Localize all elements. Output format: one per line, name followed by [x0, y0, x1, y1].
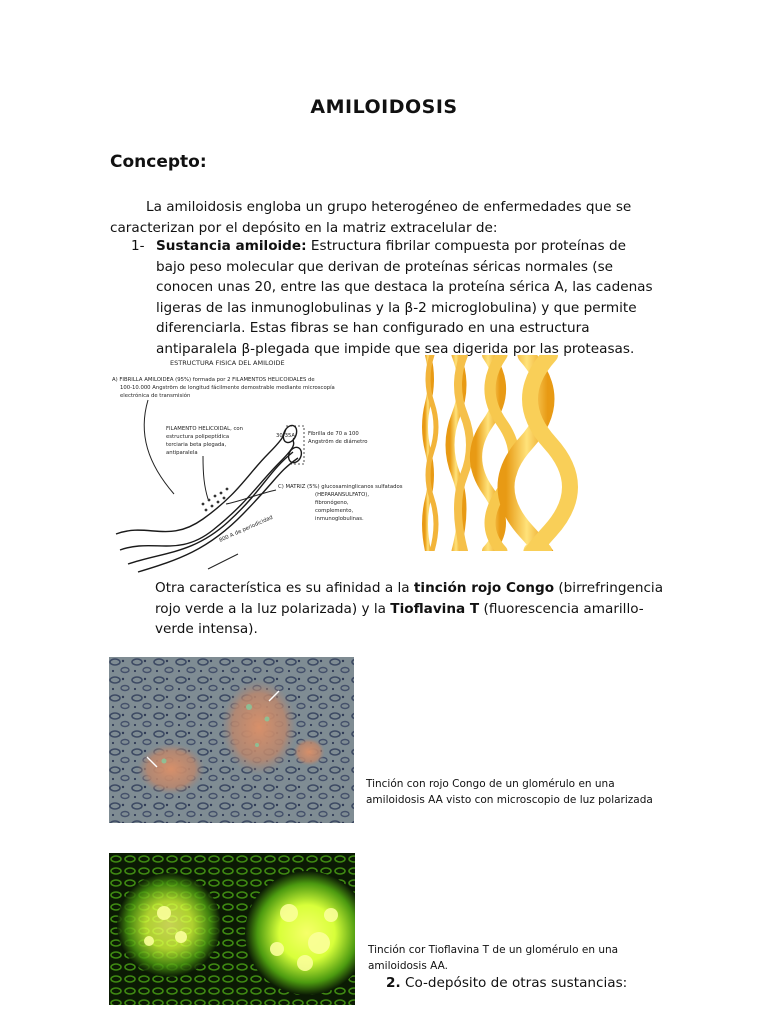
diagram-label-fil-4: antiparalela: [166, 450, 198, 456]
amyloid-structure-diagram: [108, 354, 423, 576]
list-number-2: 2.: [386, 975, 401, 991]
caption-thioflavin: [368, 942, 668, 974]
congo-red-micrograph: [109, 657, 354, 823]
intro-line-1: La amiloidosis engloba un grupo heterogéneo de enfermedades que se: [146, 199, 632, 215]
diagram-label-a-2: 100-10.000 Angström de longitud fácilmente demostrable mediante microscopía: [120, 385, 335, 391]
diagram-label-a-3: electrónica de transmisión: [120, 393, 191, 399]
diagram-label-c-3: fibronógeno,: [315, 500, 349, 506]
term-rojo-congo: tinción rojo Congo: [413, 580, 555, 596]
diagram-period-label: 800 A de periodicidad: [218, 514, 274, 544]
term-sustancia-amiloide: Sustancia amiloide:: [156, 238, 307, 254]
diagram-fibril-2: Angström de diámetro: [308, 439, 368, 445]
twisted-fibers-illustration: [422, 355, 642, 551]
diagram-fibril-1: Fibrilla de 70 a 100: [308, 431, 359, 437]
staining-text-3: (fluorescencia amarillo-verde intensa).: [155, 600, 644, 637]
fiber-2: [450, 355, 470, 551]
diagram-label-c-4: complemento,: [315, 508, 354, 514]
caption-1-line-2: amiloidosis AA visto con microscopio de luz polarizada: [366, 794, 653, 806]
list-number-1: 1-: [131, 238, 145, 254]
section-heading-concepto: Concepto:: [110, 152, 207, 172]
staining-paragraph: [110, 578, 670, 640]
diagram-width-label: 30-35A: [276, 433, 296, 439]
page-title: AMILOIDOSIS: [310, 96, 458, 118]
list-item-2: [386, 975, 627, 991]
staining-text-1: Otra característica es su afinidad a la: [155, 580, 414, 596]
list-item-1: [131, 236, 671, 359]
caption-2-line-2: amiloidosis AA.: [368, 960, 448, 972]
diagram-label-c-2: (HEPARANSULFATO),: [315, 492, 370, 498]
diagram-label-c-5: inmunoglobulinas.: [315, 516, 364, 522]
item-1-text: Estructura fibrilar compuesta por proteínas de bajo peso molecular que derivan de proteínas séricas normales (se conocen unas 20, entre las que destaca la proteína sérica A, las cadenas ligeras de las inmunoglobulinas y la β-2 microglobulina) y que permite diferenciarla. Estas fibras se han configurado en una estructura antiparalela β-plegada que impide que sea digerida por las proteasas.: [156, 238, 653, 357]
diagram-label-a-1: A) FIBRILLA AMILOIDEA (95%) formada por 2 FILAMENTOS HELICOIDALES de: [112, 377, 315, 383]
amyloid-deposit: [137, 743, 205, 795]
thioflavin-micrograph: [109, 853, 355, 1005]
fiber-1: [425, 355, 436, 551]
caption-2-line-1: Tinción cor Tioflavina T de un glomérulo en una: [368, 944, 619, 956]
diagram-label-c-1: C) MATRIZ (5%) glucosaminglicanos sulfatados: [278, 484, 403, 490]
diagram-label-fil-2: estructura polipeptídica: [166, 434, 230, 440]
item-2-text: Co-depósito de otras sustancias:: [400, 975, 628, 991]
fiber-4: [506, 355, 570, 551]
staining-text-2: (birrefringencia rojo verde a la luz polarizada) y la: [155, 580, 664, 617]
intro-line-2: caracterizan por el depósito en la matriz extracelular de:: [110, 219, 498, 236]
diagram-label-fil-3: terciaria beta plegada,: [166, 442, 227, 448]
diagram-title: ESTRUCTURA FISICA DEL AMILOIDE: [170, 359, 285, 367]
amyloid-deposit: [293, 738, 325, 766]
term-tioflavina: Tioflavina T: [390, 600, 480, 617]
intro-paragraph: [110, 197, 670, 238]
caption-1-line-1: Tinción con rojo Congo de un glomérulo en una: [366, 778, 615, 790]
amyloid-deposit: [221, 679, 297, 775]
caption-congo-red: [366, 776, 666, 808]
glomerulus-small: [117, 873, 221, 977]
diagram-label-fil-1: FILAMENTO HELICOIDAL, con: [166, 426, 243, 432]
